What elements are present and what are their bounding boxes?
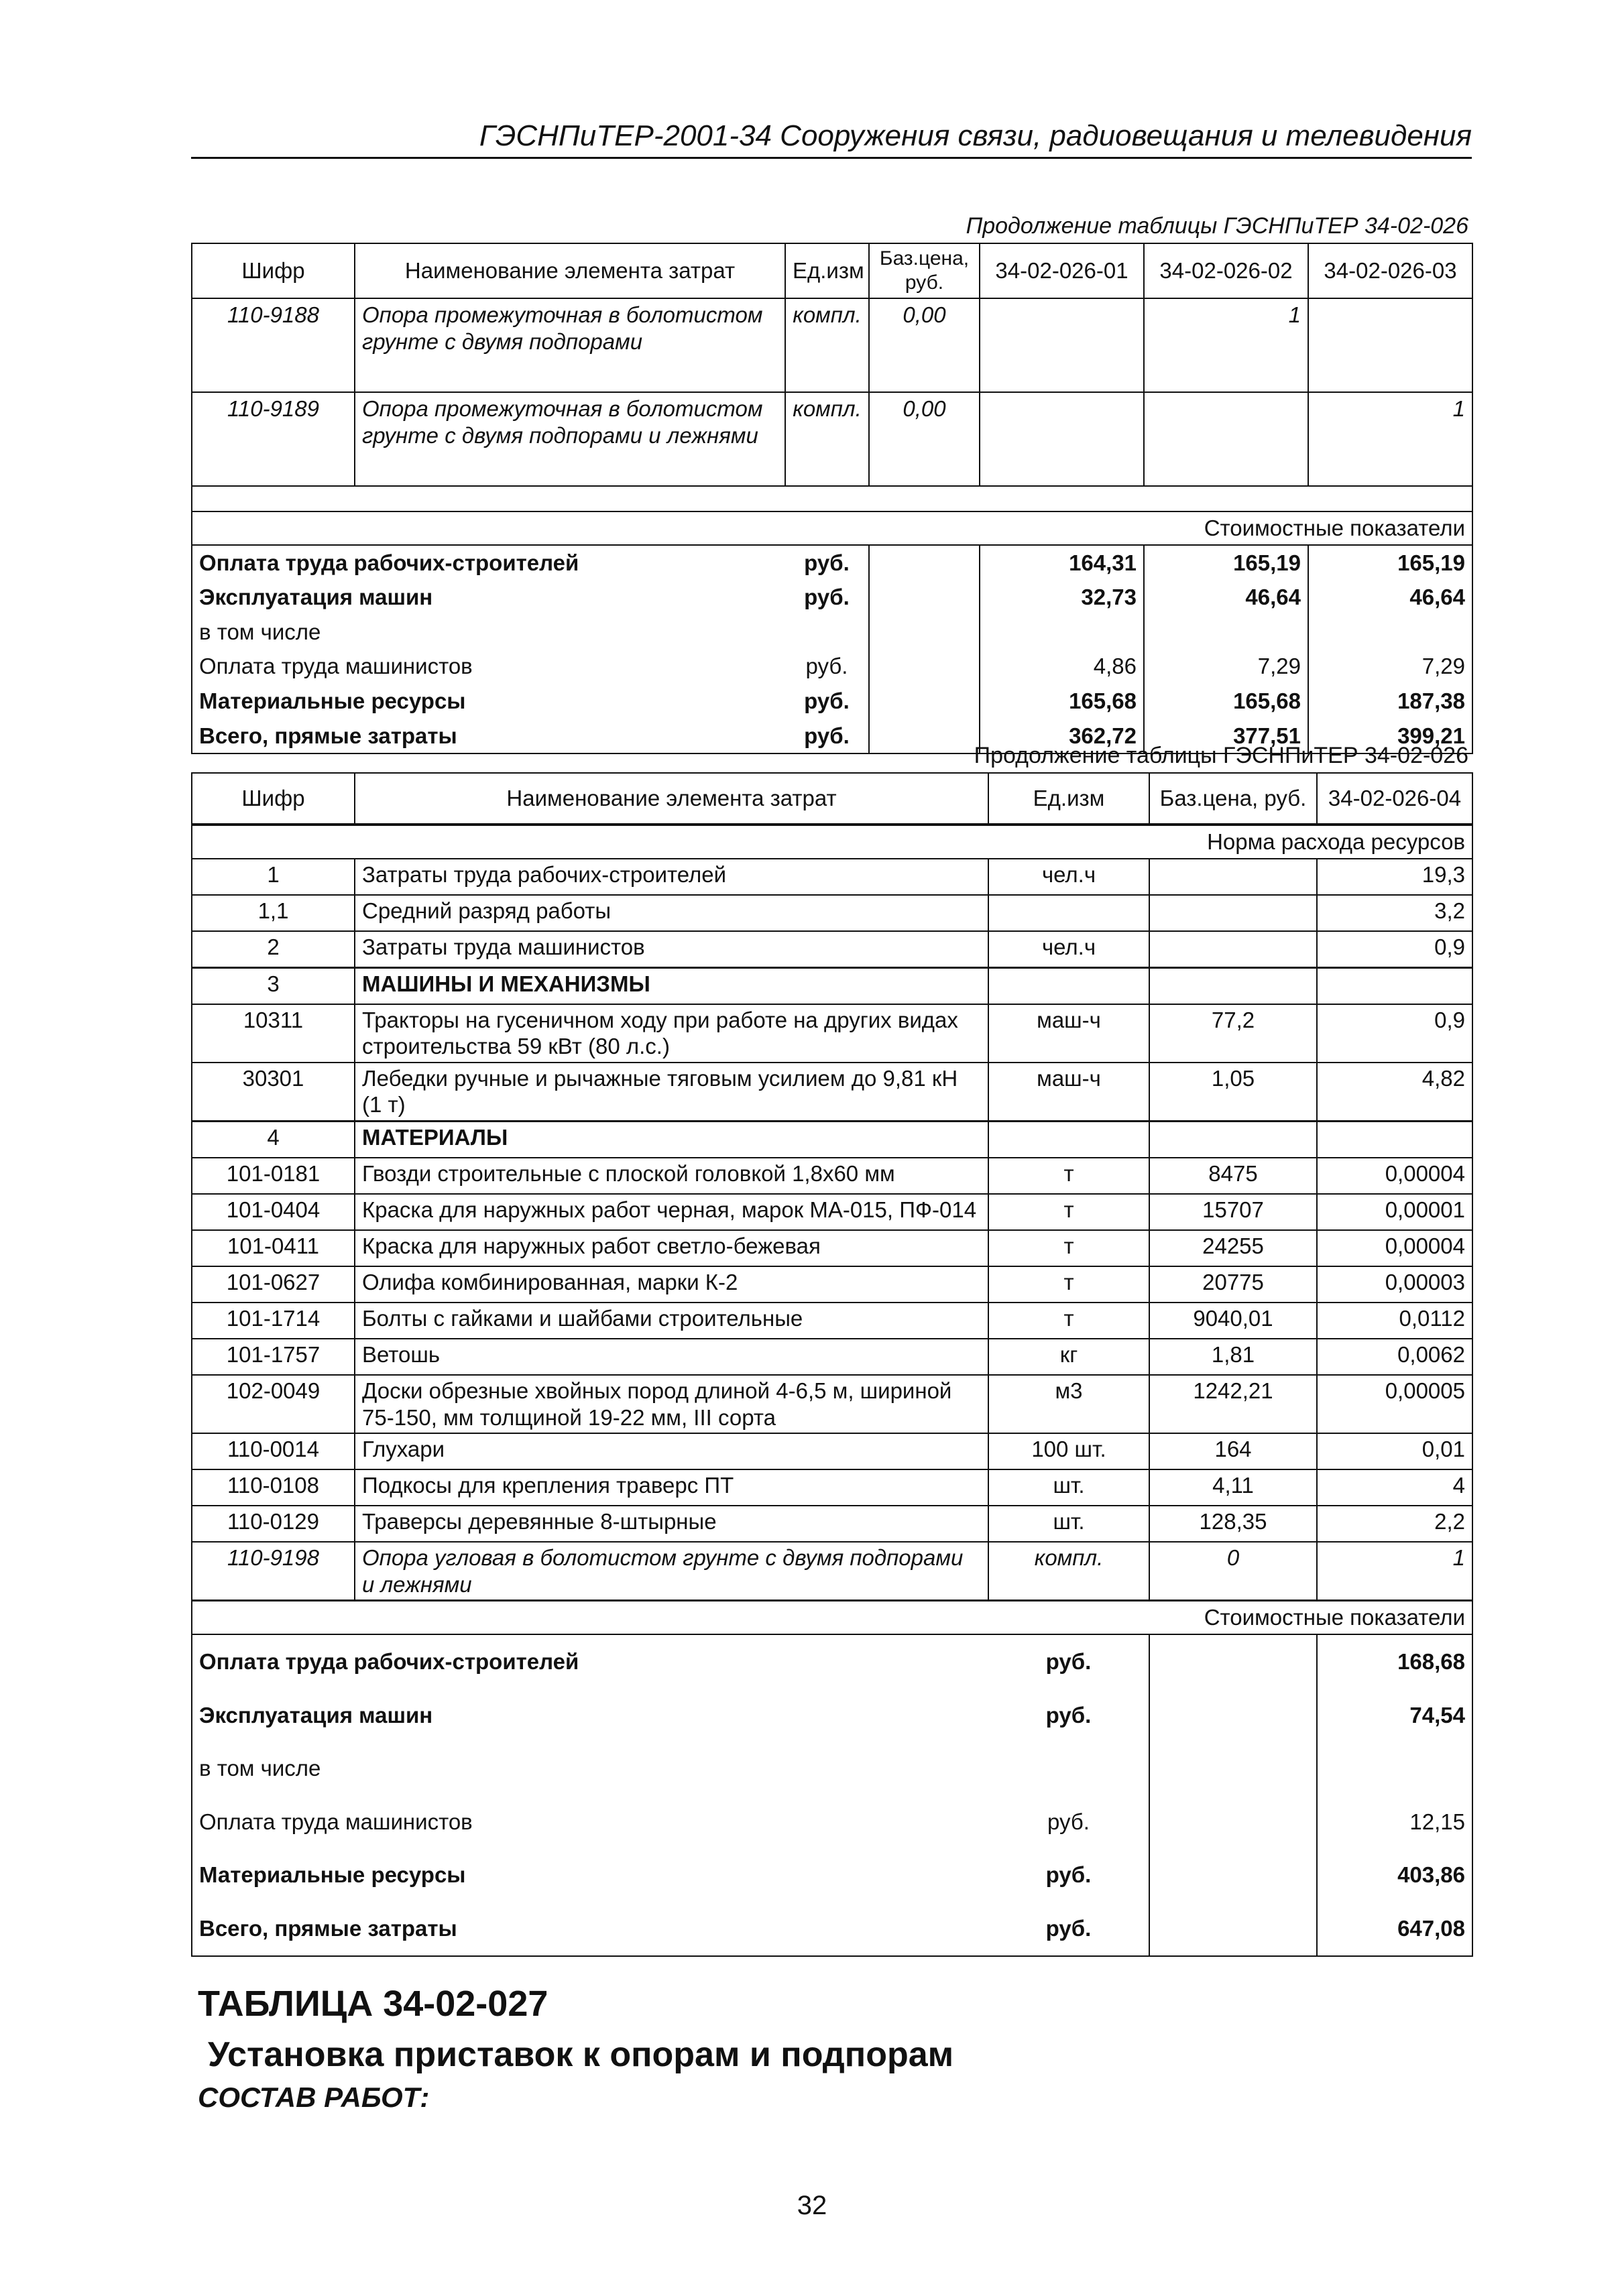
cost-026-02 bbox=[1144, 615, 1308, 650]
resource-price bbox=[1149, 967, 1317, 1004]
cost-026-03: 187,38 bbox=[1308, 684, 1472, 719]
resource-name: Краска для наружных работ черная, марок МА-015, ПФ-014 bbox=[355, 1194, 988, 1230]
cost-026-04: 74,54 bbox=[1317, 1689, 1472, 1742]
resource-name: Средний разряд работы bbox=[355, 895, 988, 931]
resource-price: 24255 bbox=[1149, 1230, 1317, 1266]
resource-price: 1,05 bbox=[1149, 1063, 1317, 1122]
resource-code: 101-0181 bbox=[192, 1158, 355, 1194]
resource-name: Опора промежуточная в болотистом грунте с двумя подпорами bbox=[355, 298, 785, 392]
table-1-caption: Продолжение таблицы ГЭСНПиТЕР 34-02-026 bbox=[966, 213, 1468, 239]
resource-unit bbox=[988, 895, 1149, 931]
resource-unit: 100 шт. bbox=[988, 1433, 1149, 1469]
table-row bbox=[192, 1542, 1472, 1601]
cost-026-03: 399,21 bbox=[1308, 719, 1472, 754]
resource-name: Опора промежуточная в болотистом грунте с двумя подпорами и лежнями bbox=[355, 392, 785, 486]
cost-price-blank bbox=[869, 580, 980, 615]
resource-price: 1242,21 bbox=[1149, 1375, 1317, 1433]
resource-norm: 0,00004 bbox=[1317, 1230, 1472, 1266]
resource-code: 30301 bbox=[192, 1063, 355, 1122]
resource-unit: т bbox=[988, 1303, 1149, 1339]
cost-unit: руб. bbox=[988, 1689, 1149, 1742]
cost-026-01: 4,86 bbox=[980, 649, 1144, 684]
resource-code: 101-1714 bbox=[192, 1303, 355, 1339]
section-label: Стоимостные показатели bbox=[192, 511, 1472, 545]
cost-026-04: 12,15 bbox=[1317, 1795, 1472, 1849]
cost-026-01: 165,68 bbox=[980, 684, 1144, 719]
resource-norm: 0,9 bbox=[1317, 1004, 1472, 1063]
resource-norm: 0,9 bbox=[1317, 931, 1472, 968]
value-026-02 bbox=[1144, 392, 1308, 486]
resource-code: 110-9189 bbox=[192, 392, 355, 486]
resource-price: 77,2 bbox=[1149, 1004, 1317, 1063]
table-row bbox=[192, 1303, 1472, 1339]
resource-price: 9040,01 bbox=[1149, 1303, 1317, 1339]
table-row bbox=[192, 1230, 1472, 1266]
resource-code: 10311 bbox=[192, 1004, 355, 1063]
cost-026-04: 168,68 bbox=[1317, 1634, 1472, 1689]
cost-026-03: 46,64 bbox=[1308, 580, 1472, 615]
resource-unit: чел.ч bbox=[988, 859, 1149, 895]
resource-norm: 4,82 bbox=[1317, 1063, 1472, 1122]
resource-unit: кг bbox=[988, 1339, 1149, 1375]
resource-price: 1,81 bbox=[1149, 1339, 1317, 1375]
resource-name: Болты с гайками и шайбами строительные bbox=[355, 1303, 988, 1339]
section-heading-row bbox=[192, 967, 1472, 1004]
col-header-026-04: 34-02-026-04 bbox=[1317, 773, 1472, 825]
resource-price: 4,11 bbox=[1149, 1469, 1317, 1506]
col-header-price: Баз.цена, руб. bbox=[1149, 773, 1317, 825]
cost-label: Всего, прямые затраты bbox=[192, 1902, 988, 1956]
cost-row bbox=[192, 545, 1472, 581]
cost-row bbox=[192, 1634, 1472, 1689]
table-2-body bbox=[192, 825, 1472, 1956]
table-row bbox=[192, 1375, 1472, 1433]
cost-026-03 bbox=[1308, 615, 1472, 650]
resource-unit: компл. bbox=[785, 392, 869, 486]
section-label: Стоимостные показатели bbox=[192, 1601, 1472, 1634]
resource-unit: м3 bbox=[988, 1375, 1149, 1433]
table-row bbox=[192, 1506, 1472, 1542]
cost-026-02: 7,29 bbox=[1144, 649, 1308, 684]
resource-price bbox=[1149, 895, 1317, 931]
cost-label: Эксплуатация машин bbox=[192, 1689, 988, 1742]
cost-026-03: 165,19 bbox=[1308, 545, 1472, 581]
table-2-resources bbox=[191, 772, 1473, 1957]
next-table-heading: ТАБЛИЦА 34-02-027 bbox=[198, 1984, 548, 2024]
resource-name: Гвозди строительные с плоской головкой 1,8х60 мм bbox=[355, 1158, 988, 1194]
resource-name: Тракторы на гусеничном ходу при работе на других видах строительства 59 кВт (80 л.с.) bbox=[355, 1004, 988, 1063]
cost-unit bbox=[988, 1742, 1149, 1795]
cost-row bbox=[192, 1795, 1472, 1849]
resource-norm: 2,2 bbox=[1317, 1506, 1472, 1542]
col-header-unit: Ед.изм bbox=[988, 773, 1149, 825]
resource-unit: шт. bbox=[988, 1469, 1149, 1506]
value-026-01 bbox=[980, 392, 1144, 486]
resource-code: 102-0049 bbox=[192, 1375, 355, 1433]
cost-row bbox=[192, 1742, 1472, 1795]
resource-code: 110-0129 bbox=[192, 1506, 355, 1542]
cost-unit: руб. bbox=[785, 580, 869, 615]
cost-unit bbox=[785, 615, 869, 650]
resource-name: Краска для наружных работ светло-бежевая bbox=[355, 1230, 988, 1266]
cost-026-01: 32,73 bbox=[980, 580, 1144, 615]
resource-norm: 0,00005 bbox=[1317, 1375, 1472, 1433]
resource-name: Ветошь bbox=[355, 1339, 988, 1375]
cost-label: Оплата труда машинистов bbox=[192, 1795, 988, 1849]
table-row bbox=[192, 392, 1472, 486]
resource-norm bbox=[1317, 1121, 1472, 1158]
resource-unit bbox=[988, 1121, 1149, 1158]
cost-row bbox=[192, 649, 1472, 684]
resource-norm: 0,00004 bbox=[1317, 1158, 1472, 1194]
value-026-01 bbox=[980, 298, 1144, 392]
table-row bbox=[192, 859, 1472, 895]
cost-label: в том числе bbox=[192, 1742, 988, 1795]
resource-code: 110-0108 bbox=[192, 1469, 355, 1506]
resource-name: МАТЕРИАЛЫ bbox=[355, 1121, 988, 1158]
cost-row bbox=[192, 615, 1472, 650]
cost-price-blank bbox=[869, 649, 980, 684]
cost-026-02: 377,51 bbox=[1144, 719, 1308, 754]
cost-price-blank bbox=[869, 615, 980, 650]
resource-price bbox=[1149, 859, 1317, 895]
table-row bbox=[192, 1339, 1472, 1375]
cost-unit: руб. bbox=[785, 719, 869, 754]
cost-unit: руб. bbox=[785, 684, 869, 719]
resource-name: Опора угловая в болотистом грунте с двумя подпорами и лежнями bbox=[355, 1542, 988, 1601]
resource-norm: 1 bbox=[1317, 1542, 1472, 1601]
page-number: 32 bbox=[797, 2191, 827, 2220]
cost-price-blank bbox=[869, 545, 980, 581]
resource-code: 3 bbox=[192, 967, 355, 1004]
table-row bbox=[192, 1063, 1472, 1122]
value-026-03: 1 bbox=[1308, 392, 1472, 486]
running-header: ГЭСНПиТЕР-2001-34 Сооружения связи, радиовещания и телевидения bbox=[191, 119, 1472, 159]
resource-unit: т bbox=[988, 1158, 1149, 1194]
cost-026-02: 46,64 bbox=[1144, 580, 1308, 615]
table-1-prices bbox=[191, 243, 1473, 754]
cost-026-04: 403,86 bbox=[1317, 1848, 1472, 1902]
cost-026-04: 647,08 bbox=[1317, 1902, 1472, 1956]
cost-label: Оплата труда рабочих-строителей bbox=[192, 545, 785, 581]
cost-row bbox=[192, 1902, 1472, 1956]
cost-price-blank bbox=[1149, 1848, 1317, 1902]
resource-name: Лебедки ручные и рычажные тяговым усилием до 9,81 кН (1 т) bbox=[355, 1063, 988, 1122]
cost-price-blank bbox=[1149, 1742, 1317, 1795]
resource-code: 101-0627 bbox=[192, 1266, 355, 1303]
resource-unit: компл. bbox=[785, 298, 869, 392]
cost-label: Оплата труда рабочих-строителей bbox=[192, 1634, 988, 1689]
cost-label: Всего, прямые затраты bbox=[192, 719, 785, 754]
resource-unit: чел.ч bbox=[988, 931, 1149, 968]
table-2-header-row bbox=[192, 773, 1472, 825]
resource-norm: 0,00001 bbox=[1317, 1194, 1472, 1230]
cost-026-01: 362,72 bbox=[980, 719, 1144, 754]
resource-unit: компл. bbox=[988, 1542, 1149, 1601]
table-1-header-row bbox=[192, 243, 1472, 298]
cost-price-blank bbox=[1149, 1795, 1317, 1849]
cost-unit: руб. bbox=[988, 1634, 1149, 1689]
cost-026-02: 165,68 bbox=[1144, 684, 1308, 719]
cost-row bbox=[192, 1689, 1472, 1742]
cost-row bbox=[192, 684, 1472, 719]
col-header-code: Шифр bbox=[192, 243, 355, 298]
resource-price: 164 bbox=[1149, 1433, 1317, 1469]
cost-026-03: 7,29 bbox=[1308, 649, 1472, 684]
resource-price: 8475 bbox=[1149, 1158, 1317, 1194]
resource-price: 128,35 bbox=[1149, 1506, 1317, 1542]
resource-price: 20775 bbox=[1149, 1266, 1317, 1303]
resource-norm: 0,0112 bbox=[1317, 1303, 1472, 1339]
table-row bbox=[192, 1158, 1472, 1194]
section-label-row bbox=[192, 1601, 1472, 1634]
resource-unit: т bbox=[988, 1230, 1149, 1266]
cost-unit: руб. bbox=[785, 649, 869, 684]
cost-price-blank bbox=[1149, 1634, 1317, 1689]
table-row bbox=[192, 1194, 1472, 1230]
cost-unit: руб. bbox=[988, 1795, 1149, 1849]
cost-026-02: 165,19 bbox=[1144, 545, 1308, 581]
resource-unit bbox=[988, 967, 1149, 1004]
cost-label: Материальные ресурсы bbox=[192, 1848, 988, 1902]
resource-unit: т bbox=[988, 1194, 1149, 1230]
cost-row bbox=[192, 580, 1472, 615]
cost-row bbox=[192, 1848, 1472, 1902]
resource-code: 110-9198 bbox=[192, 1542, 355, 1601]
value-026-02: 1 bbox=[1144, 298, 1308, 392]
col-header-026-01: 34-02-026-01 bbox=[980, 243, 1144, 298]
resource-price: 0,00 bbox=[869, 298, 980, 392]
norm-label-row bbox=[192, 825, 1472, 859]
table-separator-row bbox=[192, 486, 1472, 511]
resource-name: Олифа комбинированная, марки К-2 bbox=[355, 1266, 988, 1303]
cost-price-blank bbox=[1149, 1689, 1317, 1742]
resource-unit: шт. bbox=[988, 1506, 1149, 1542]
resource-norm: 0,01 bbox=[1317, 1433, 1472, 1469]
resource-norm: 0,0062 bbox=[1317, 1339, 1472, 1375]
resource-norm: 4 bbox=[1317, 1469, 1472, 1506]
cost-026-01: 164,31 bbox=[980, 545, 1144, 581]
separator-cell bbox=[192, 486, 1472, 511]
resource-code: 110-9188 bbox=[192, 298, 355, 392]
cost-price-blank bbox=[1149, 1902, 1317, 1956]
resource-norm: 19,3 bbox=[1317, 859, 1472, 895]
resource-price bbox=[1149, 1121, 1317, 1158]
cost-label: в том числе bbox=[192, 615, 785, 650]
resource-norm: 3,2 bbox=[1317, 895, 1472, 931]
resource-code: 1 bbox=[192, 859, 355, 895]
cost-unit: руб. bbox=[988, 1848, 1149, 1902]
col-header-price: Баз.цена, руб. bbox=[869, 243, 980, 298]
resource-unit: маш-ч bbox=[988, 1063, 1149, 1122]
resource-price: 0 bbox=[1149, 1542, 1317, 1601]
resource-code: 2 bbox=[192, 931, 355, 968]
resource-unit: маш-ч bbox=[988, 1004, 1149, 1063]
resource-norm: 0,00003 bbox=[1317, 1266, 1472, 1303]
cost-label: Оплата труда машинистов bbox=[192, 649, 785, 684]
table-row bbox=[192, 1469, 1472, 1506]
resource-name: Доски обрезные хвойных пород длиной 4-6,5 м, шириной 75-150, мм толщиной 19-22 мм, III сорта bbox=[355, 1375, 988, 1433]
cost-label: Материальные ресурсы bbox=[192, 684, 785, 719]
resource-name: Глухари bbox=[355, 1433, 988, 1469]
table-2-caption: Продолжение таблицы ГЭСНПиТЕР 34-02-026 bbox=[974, 743, 1468, 768]
table-row bbox=[192, 1433, 1472, 1469]
resource-unit: т bbox=[988, 1266, 1149, 1303]
resource-code: 4 bbox=[192, 1121, 355, 1158]
resource-price: 0,00 bbox=[869, 392, 980, 486]
col-header-026-03: 34-02-026-03 bbox=[1308, 243, 1472, 298]
cost-label: Эксплуатация машин bbox=[192, 580, 785, 615]
next-table-title: Установка приставок к опорам и подпорам bbox=[208, 2035, 954, 2074]
resource-norm bbox=[1317, 967, 1472, 1004]
resource-code: 1,1 bbox=[192, 895, 355, 931]
resource-code: 110-0014 bbox=[192, 1433, 355, 1469]
cost-026-01 bbox=[980, 615, 1144, 650]
resource-name: МАШИНЫ И МЕХАНИЗМЫ bbox=[355, 967, 988, 1004]
col-header-name: Наименование элемента затрат bbox=[355, 773, 988, 825]
resource-price: 15707 bbox=[1149, 1194, 1317, 1230]
col-header-026-02: 34-02-026-02 bbox=[1144, 243, 1308, 298]
section-heading-row bbox=[192, 1121, 1472, 1158]
table-row bbox=[192, 895, 1472, 931]
resource-name: Траверсы деревянные 8-штырные bbox=[355, 1506, 988, 1542]
value-026-03 bbox=[1308, 298, 1472, 392]
resource-name: Подкосы для крепления траверс ПТ bbox=[355, 1469, 988, 1506]
resource-code: 101-1757 bbox=[192, 1339, 355, 1375]
resource-name: Затраты труда машинистов bbox=[355, 931, 988, 968]
resource-name: Затраты труда рабочих-строителей bbox=[355, 859, 988, 895]
cost-price-blank bbox=[869, 684, 980, 719]
table-1-body bbox=[192, 298, 1472, 753]
resource-code: 101-0404 bbox=[192, 1194, 355, 1230]
table-row bbox=[192, 931, 1472, 968]
cost-unit: руб. bbox=[785, 545, 869, 581]
cost-unit: руб. bbox=[988, 1902, 1149, 1956]
cost-026-04 bbox=[1317, 1742, 1472, 1795]
resource-code: 101-0411 bbox=[192, 1230, 355, 1266]
works-composition-label: СОСТАВ РАБОТ: bbox=[198, 2081, 430, 2113]
norm-label: Норма расхода ресурсов bbox=[192, 825, 1472, 859]
table-row bbox=[192, 1004, 1472, 1063]
col-header-unit: Ед.изм bbox=[785, 243, 869, 298]
col-header-code: Шифр bbox=[192, 773, 355, 825]
table-row bbox=[192, 298, 1472, 392]
section-label-row bbox=[192, 511, 1472, 545]
table-row bbox=[192, 1266, 1472, 1303]
col-header-name: Наименование элемента затрат bbox=[355, 243, 785, 298]
resource-price bbox=[1149, 931, 1317, 968]
